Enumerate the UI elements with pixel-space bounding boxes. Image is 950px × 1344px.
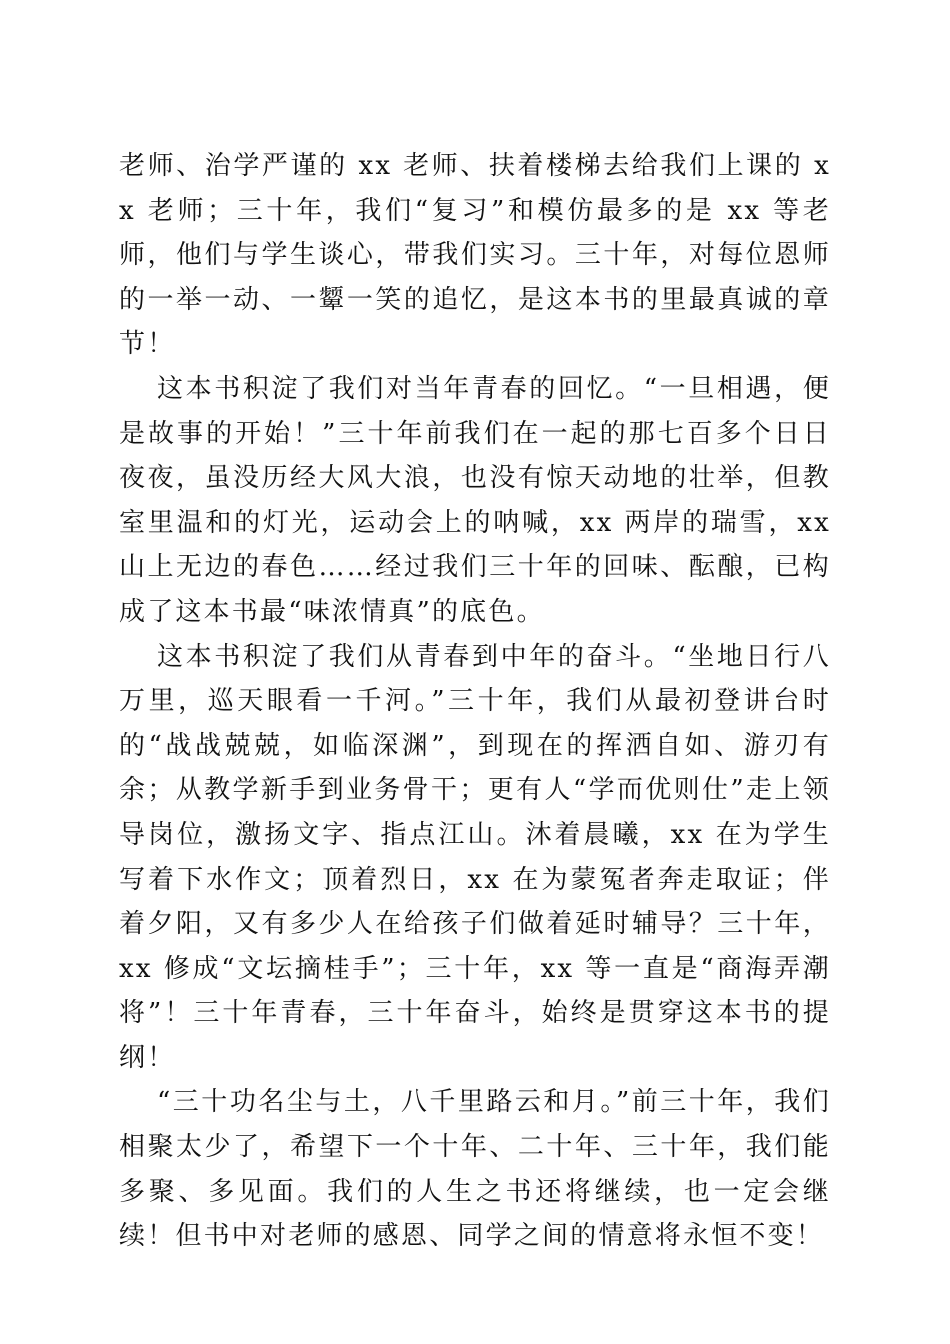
paragraph-closing: “三十功名尘与土，八千里路云和月。”前三十年，我们相聚太少了，希望下一个十年、二十年、三十年，我们能多聚、多见面。我们的人生之书还将继续，也一定会继续！但书中对老师的感恩、同学之间的情意将永恒不变！ [119,1087,831,1252]
paragraph-youth-memory: 这本书积淀了我们对当年青春的回忆。“一旦相遇，便是故事的开始！”三十年前我们在一起的那七百多个日日夜夜，虽没历经大风大浪，也没有惊天动地的壮举，但教室里温和的灯光，运动会上的呐喊，xx 两岸的瑞雪，xx 山上无边的春色……经过我们三十年的回味、酝酿，已构成了这本书最“味浓情真”的底色。 [119,373,831,627]
paragraph-teachers-memory: 老师、治学严谨的 xx 老师、扶着楼梯去给我们上课的 xx 老师；三十年，我们“复习”和模仿最多的是 xx 等老师，他们与学生谈心，带我们实习。三十年，对每位恩师的一举一动、一颦一笑的追忆，是这本书的里最真诚的章节！ [119,151,831,360]
paragraph-career-struggle: 这本书积淀了我们从青春到中年的奋斗。“坐地日行八万里，巡天眼看一千河。”三十年，我们从最初登讲台时的“战战兢兢，如临深渊”，到现在的挥洒自如、游刃有余；从教学新手到业务骨干；更有人“学而优则仕”走上领导岗位，激扬文字、指点江山。沐着晨曦，xx 在为学生写着下水作文；顶着烈日，xx 在为蒙冤者奔走取证；伴着夕阳，又有多少人在给孩子们做着延时辅导？三十年，xx 修成“文坛摘桂手”；三十年，xx 等一直是“商海弄潮将”！三十年青春，三十年奋斗，始终是贯穿这本书的提纲！ [119,641,831,1073]
body-text [119,144,831,1259]
